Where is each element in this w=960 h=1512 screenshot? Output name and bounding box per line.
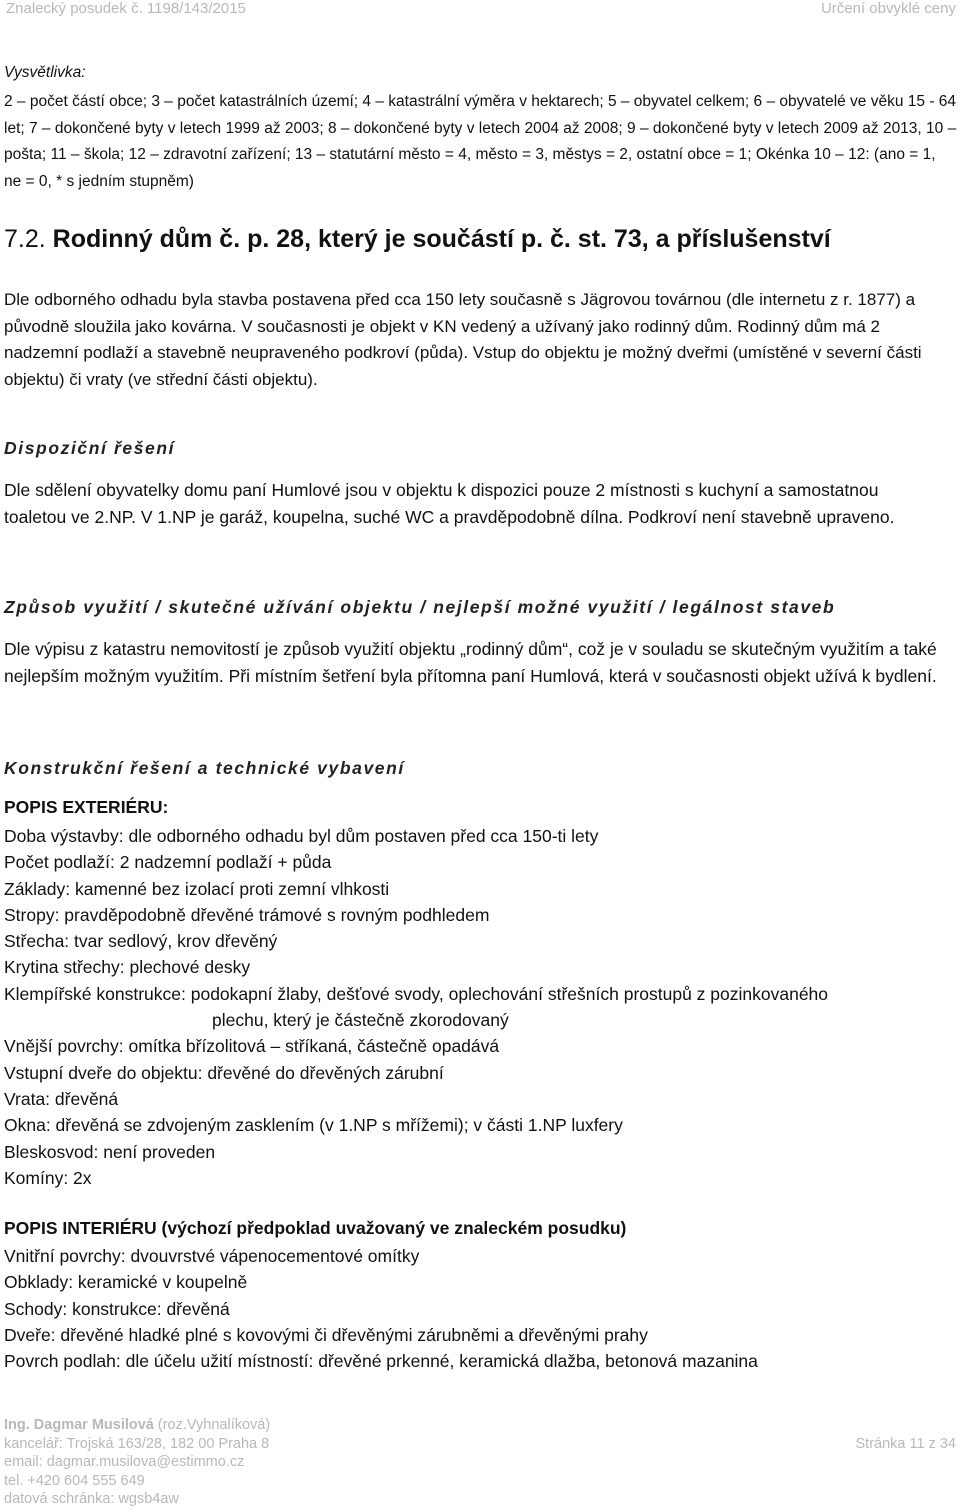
interior-list bbox=[4, 1243, 954, 1374]
interior-line: Obklady: keramické v koupelně bbox=[4, 1272, 248, 1293]
exterior-line: Vstupní dveře do objektu: dřevěné do dřevěných zárubní bbox=[4, 1062, 444, 1083]
exterior-line: Počet podlaží: 2 nadzemní podlaží + půda bbox=[4, 852, 332, 873]
footer-databox: datová schránka: wgsb4aw bbox=[4, 1491, 179, 1507]
legend-text: 2 – počet částí obce; 3 – počet katastrálních území; 4 – katastrální výměra v hektarech; 5 – obyvatel celkem; 6 – obyvatelé ve věku 15 - 64 let; 7 – dokončené byty v letech 1999 až 2003; 8 – dokončené byty v letech 2004 až 2008; 9 – dokončené byty v letech 2009 až 2013, 10 – pošta; 11 – škola; 12 – zdravotní zařízení; 13 – statutární město = 4, město = 3, městys = 2, ostatní obce = 1; Okénka 10 – 12: (ano = 1, ne = 0, * s jedním stupněm) bbox=[4, 93, 957, 190]
interior-line: Vnitřní povrchy: dvouvrstvé vápenocementové omítky bbox=[4, 1246, 420, 1266]
exterior-line: Vnější povrchy: omítka břízolitová – stříkaná, částečně opadává bbox=[4, 1036, 500, 1057]
exterior-line: Komíny: 2x bbox=[4, 1167, 92, 1188]
exterior-line: plechu, který je částečně zkorodovaný bbox=[212, 1010, 509, 1031]
interior-line: Schody: konstrukce: dřevěná bbox=[4, 1298, 230, 1319]
section-heading bbox=[4, 225, 831, 254]
exterior-line: Základy: kamenné bez izolací proti zemní vlhkosti bbox=[4, 878, 390, 899]
exterior-line: Stropy: pravděpodobně dřevěné trámové s rovným podhledem bbox=[4, 904, 490, 925]
page-header bbox=[0, 0, 960, 22]
interior-heading: POPIS INTERIÉRU (výchozí předpoklad uvažovaný ve znaleckém posudku) bbox=[4, 1218, 627, 1238]
header-section-title: Určení obvyklé ceny bbox=[820, 0, 956, 17]
section-title: Rodinný dům č. p. 28, který je součástí p. č. st. 73, a příslušenství bbox=[52, 225, 831, 253]
exterior-heading: POPIS EXTERIÉRU: bbox=[4, 797, 169, 817]
footer-office: kancelář: Trojská 163/28, 182 00 Praha 8 bbox=[4, 1435, 270, 1452]
exterior-line: Okna: dřevěná se zdvojeným zasklením (v 1.NP s mřížemi); v části 1.NP luxfery bbox=[4, 1115, 623, 1136]
interior-line: Povrch podlah: dle účelu užití místností: dřevěné prkenné, keramická dlažba, betonová mazanina bbox=[4, 1351, 758, 1372]
page-number: Stránka 11 z 34 bbox=[855, 1435, 956, 1452]
exterior-line: Vrata: dřevěná bbox=[4, 1088, 119, 1109]
footer-phone: tel. +420 604 555 649 bbox=[4, 1472, 145, 1489]
footer-email[interactable]: email: dagmar.musilova@estimmo.cz bbox=[4, 1454, 245, 1470]
vyuziti-heading: Způsob využití / skutečné užívání objektu / nejlepší možné využití / legálnost staveb bbox=[4, 597, 836, 617]
exterior-line: Klempířské konstrukce: podokapní žlaby, dešťové svody, oplechování střešních prostupů z pozinkovaného bbox=[4, 983, 829, 1004]
dispozice-heading: Dispoziční řešení bbox=[4, 438, 176, 458]
dispozice-text: Dle sdělení obyvatelky domu paní Humlové jsou v objektu k dispozici pouze 2 místnosti s kuchyní a samostatnou toaletou ve 2.NP. V 1.NP je garáž, koupelna, suché WC a pravděpodobně dílna. Podkroví není stavebně upraveno. bbox=[4, 480, 895, 527]
konstrukce-heading: Konstrukční řešení a technické vybavení bbox=[4, 758, 405, 778]
section-number: 7.2. bbox=[4, 225, 46, 253]
footer-author-suffix: (roz.Vyhnalíková) bbox=[153, 1417, 271, 1433]
vyuziti-text: Dle výpisu z katastru nemovitostí je způsob využití objektu „rodinný dům“, což je v souladu se skutečným využitím a také nejlepším možným využitím. Při místním šetření byla přítomna paní Humlová, která v současnosti objekt užívá k bydlení. bbox=[4, 639, 937, 686]
exterior-line: Bleskosvod: není proveden bbox=[4, 1141, 216, 1162]
exterior-line: Střecha: tvar sedlový, krov dřevěný bbox=[4, 931, 278, 952]
section-intro: Dle odborného odhadu byla stavba postavena před cca 150 lety současně s Jägrovou továrnou (dle internetu z r. 1877) a původně sloužila jako kovárna. V současnosti je objekt v KN vedený a užívaný jako rodinný dům. Rodinný dům má 2 nadzemní podlaží a stavebně neupraveného podkroví (půda). Vstup do objektu je možný dveřmi (umístěné v severní části objektu) či vraty (ve střední části objektu). bbox=[4, 290, 922, 389]
header-document-title: Znalecký posudek č. 1198/143/2015 bbox=[6, 0, 246, 17]
footer-author bbox=[4, 1416, 956, 1435]
exterior-line: Doba výstavby: dle odborného odhadu byl dům postaven před cca 150-ti lety bbox=[4, 826, 599, 846]
legend-label: Vysvětlivka: bbox=[4, 64, 86, 81]
interior-line: Dveře: dřevěné hladké plné s kovovými či dřevěnými zárubněmi a dřevěnými prahy bbox=[4, 1324, 648, 1345]
footer-author-name: Ing. Dagmar Musilová bbox=[4, 1417, 154, 1433]
exterior-list bbox=[4, 823, 954, 1191]
exterior-line: Krytina střechy: plechové desky bbox=[4, 957, 251, 978]
page-footer bbox=[4, 1416, 956, 1509]
